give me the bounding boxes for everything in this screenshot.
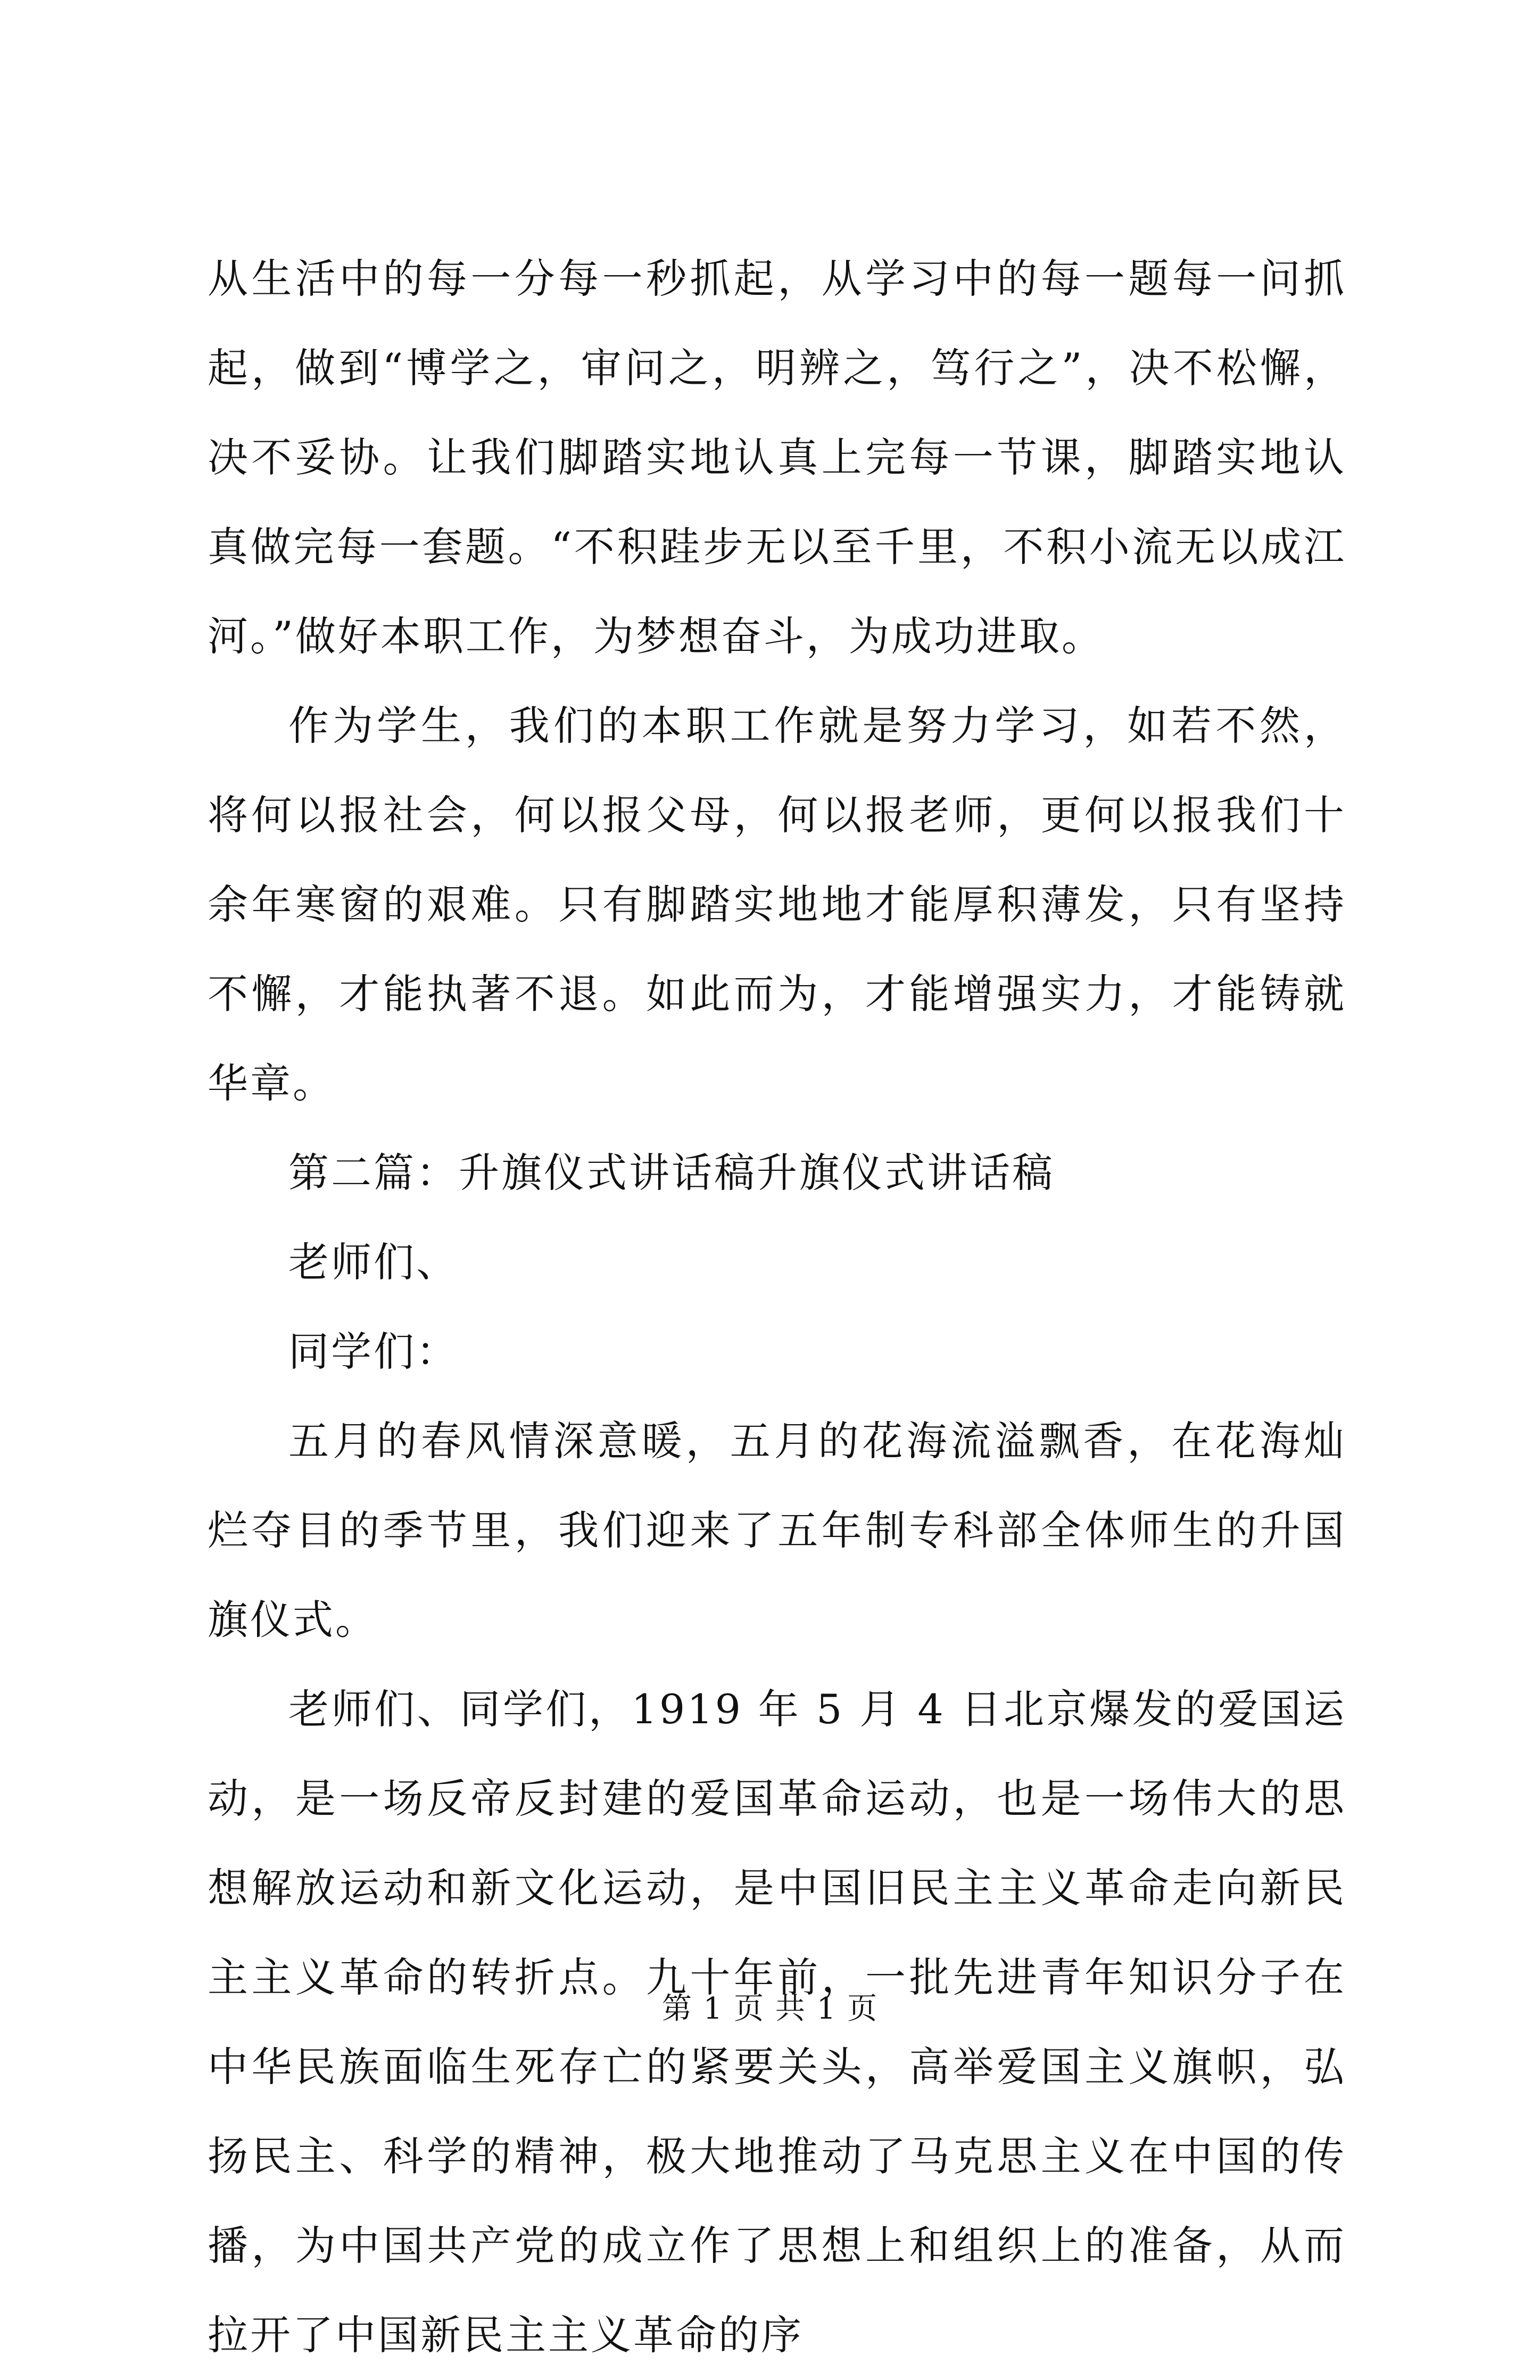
section-heading: 第二篇：升旗仪式讲话稿升旗仪式讲话稿	[288, 1149, 1055, 1196]
salutation-students: 同学们：	[288, 1328, 459, 1375]
document-body	[208, 234, 1346, 2380]
paragraph-1: 从生活中的每一分每一秒抓起，从学习中的每一题每一问抓起，做到“博学之，审问之，明辨之，笃行之”，决不松懈，决不妥协。让我们脚踏实地认真上完每一节课，脚踏实地认真做完每一套题。“不积跬步无以至千里，不积小流无以成江河。”做好本职工作，为梦想奋斗，为成功进取。	[208, 255, 1346, 660]
paragraph-may-fourth: 老师们、同学们，1919 年 5 月 4 日北京爆发的爱国运动，是一场反帝反封建的爱国革命运动，也是一场伟大的思想解放运动和新文化运动，是中国旧民主主义革命走向新民主主义革命的转折点。九十年前，一批先进青年知识分子在中华民族面临生死存亡的紧要关头，高举爱国主义旗帜，弘扬民主、科学的精神，极大地推动了马克思主义在中国的传播，为中国共产党的成立作了思想上和组织上的准备，从而拉开了中国新民主主义革命的序	[208, 1685, 1346, 2359]
paragraph-may: 五月的春风情深意暖，五月的花海流溢飘香，在花海灿烂夺目的季节里，我们迎来了五年制专科部全体师生的升国旗仪式。	[208, 1417, 1346, 1643]
paragraph-2: 作为学生，我们的本职工作就是努力学习，如若不然，将何以报社会，何以报父母，何以报老师，更何以报我们十余年寒窗的艰难。只有脚踏实地地才能厚积薄发，只有坚持不懈，才能执著不退。如此而为，才能增强实力，才能铸就华章。	[208, 702, 1346, 1107]
salutation-teachers: 老师们、	[288, 1238, 459, 1286]
page-footer: 第 1 页 共 1 页	[661, 1991, 879, 2026]
